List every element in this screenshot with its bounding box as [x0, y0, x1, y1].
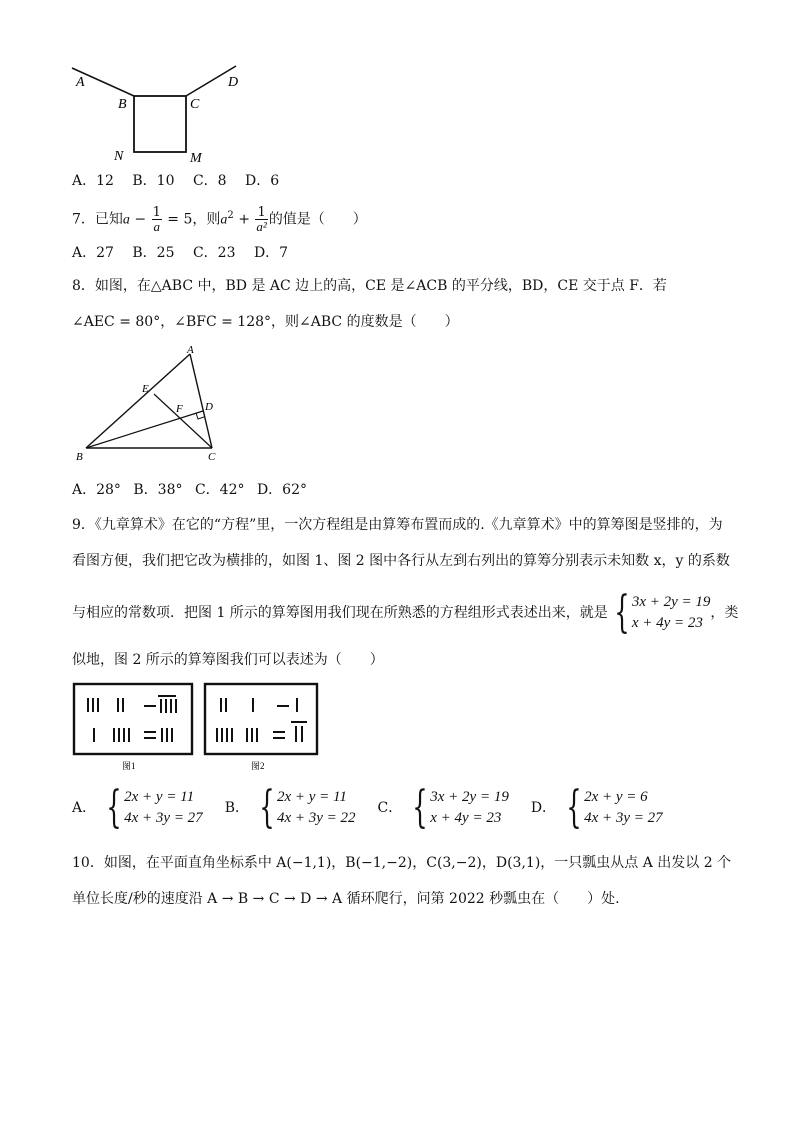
q6-label-b: B	[118, 97, 127, 112]
q7-options	[72, 243, 288, 263]
q6-options	[72, 171, 279, 191]
q7-var2: a	[220, 212, 228, 228]
q8-line-2: ∠AEC = 80°，∠BFC = 128°，则∠ABC 的度数是（ ）	[72, 314, 459, 330]
q8-label-b: B	[76, 451, 83, 462]
q7-prefix: 7．已知	[72, 211, 123, 228]
q9-option-c[interactable]: C． { 3x + 2y = 19 x + 4y = 23	[377, 782, 509, 833]
q6-square-bcmn	[134, 96, 186, 152]
q9-line-2: 看图方便，我们把它改为横排的，如图 1、图 2 图中各行从左到右列出的算筹分别表示未知数 x，y 的系数	[72, 553, 730, 569]
q9-intro-system: { 3x + 2y = 19 x + 4y = 23	[614, 587, 711, 638]
q9-options	[72, 784, 685, 832]
q6-figure	[70, 62, 250, 166]
q9-option-d[interactable]: D． { 2x + y = 6 4x + 3y = 27	[530, 782, 663, 833]
q8-figure	[72, 344, 232, 462]
q7-option-b[interactable]: B．25	[132, 245, 175, 261]
q6-label-d: D	[228, 75, 239, 90]
q6-label-a: A	[76, 75, 85, 90]
q6-label-n: N	[114, 149, 124, 164]
q9-option-b[interactable]: B． { 2x + y = 11 4x + 3y = 22	[224, 782, 356, 833]
q7-var: a	[122, 212, 130, 228]
q10-line-1: 10．如图，在平面直角坐标系中 A(−1,1)，B(−1,−2)，C(3,−2)，D(3,1)，一只瓢虫从点 A 出发以 2 个	[72, 855, 732, 871]
q8-side-ab	[86, 354, 190, 448]
q9-option-a[interactable]: A． { 2x + y = 11 4x + 3y = 27	[72, 782, 203, 833]
q8-right-angle-mark	[196, 413, 204, 419]
q7-plus: +	[233, 211, 255, 228]
q10-line-2: 单位长度/秒的速度沿 A → B → C → D → A 循环爬行，问第 2022 秒瓢虫在（ ）处.	[72, 891, 620, 907]
q9-figure-2	[203, 680, 323, 772]
q8-option-c[interactable]: C．42°	[194, 482, 245, 498]
q7-stem	[72, 200, 367, 237]
q9-fig2-caption: 图2	[251, 761, 265, 771]
q7-option-c[interactable]: C．23	[192, 245, 236, 261]
q8-altitude-bd	[86, 411, 203, 448]
q6-option-d[interactable]: D．6	[245, 173, 280, 189]
q8-label-f: F	[176, 403, 183, 415]
q6-option-a[interactable]: A．12	[72, 173, 114, 189]
q7-option-a[interactable]: A．27	[72, 245, 114, 261]
q7-suffix: 的值是（ ）	[268, 211, 367, 228]
q8-label-d: D	[205, 401, 213, 413]
q7-minus: −	[129, 211, 151, 228]
q9-fig1-caption: 图1	[122, 761, 136, 771]
q7-comma: ，则	[192, 211, 221, 228]
q8-label-c: C	[208, 451, 216, 462]
q8-label-e: E	[142, 383, 149, 395]
q9-line-3-prefix: 与相应的常数项．把图 1 所示的算筹图用我们现在所熟悉的方程组形式表述出来，就是	[72, 605, 608, 621]
q7-fraction-2: $\frac{1}{\text{a²}}$	[256, 205, 267, 235]
q6-label-c: C	[190, 97, 200, 112]
q9-line-1: 9．《九章算术》在它的“方程”里，一次方程组是由算筹布置而成的.《九章算术》中的算筹图是竖排的，为	[72, 517, 723, 533]
q7-option-d[interactable]: D．7	[253, 245, 289, 261]
q9-line-3-suffix: ，类	[710, 605, 739, 621]
q9-figure-1	[72, 680, 198, 772]
q9-fig1-border	[74, 684, 192, 754]
q8-option-d[interactable]: D．62°	[256, 482, 307, 498]
q8-bisector-ce	[154, 394, 212, 448]
q9-line-4: 似地，图 2 所示的算筹图我们可以表述为（ ）	[72, 652, 384, 668]
q9-fig2-border	[205, 684, 317, 754]
q6-option-c[interactable]: C．8	[192, 173, 227, 189]
q8-option-a[interactable]: A．28°	[72, 482, 121, 498]
q8-line-1: 8．如图，在△ABC 中，BD 是 AC 边上的高，CE 是∠ACB 的平分线，BD，CE 交于点 F．若	[72, 278, 667, 294]
q7-eq-value: = 5	[162, 211, 193, 228]
q8-options	[72, 480, 307, 500]
q7-fraction: $\frac{1}{a}$	[152, 205, 161, 235]
q6-option-b[interactable]: B．10	[132, 173, 175, 189]
q7-square: 2	[227, 210, 234, 221]
q6-label-m: M	[190, 151, 202, 166]
q9-line-3	[72, 587, 739, 638]
q9-fig2-rods	[217, 698, 307, 742]
q9-fig1-rods	[88, 696, 176, 742]
q8-option-b[interactable]: B．38°	[133, 482, 183, 498]
q8-label-a: A	[187, 344, 194, 356]
